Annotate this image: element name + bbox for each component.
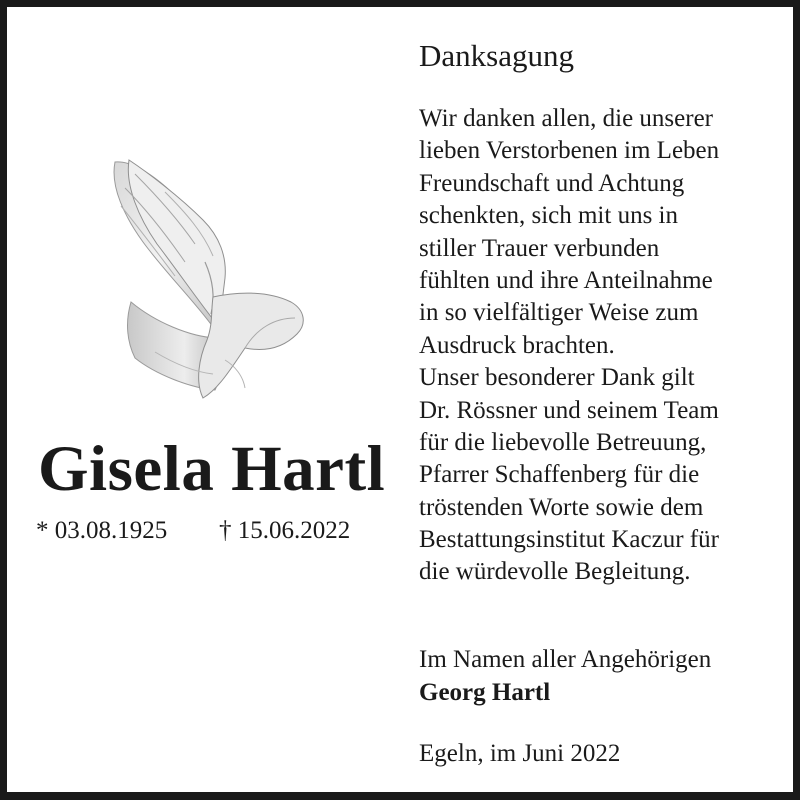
body-line: fühlten und ihre Anteilnahme	[419, 266, 713, 294]
birth-date: * 03.08.1925	[36, 517, 168, 544]
deceased-name: Gisela Hartl	[38, 433, 386, 505]
body-line: schenkten, sich mit uns in	[419, 202, 678, 230]
signer-name: Georg Hartl	[419, 679, 551, 706]
signoff	[419, 643, 711, 709]
body-line: tröstenden Worte sowie dem	[419, 493, 704, 521]
body-line: in so vielfältiger Weise zum	[419, 299, 699, 327]
body-line: Dr. Rössner und seinem Team	[419, 396, 719, 424]
body-line: Bestattungsinstitut Kaczur für	[419, 526, 719, 554]
body-line: Pfarrer Schaffenberg für die	[419, 461, 700, 489]
body-line: lieben Verstorbenen im Leben	[419, 137, 720, 165]
body-line: für die liebevolle Betreuung,	[419, 428, 707, 456]
praying-hands-icon	[95, 152, 310, 402]
thank-you-text	[419, 103, 791, 589]
body-line: Wir danken allen, die unserer	[419, 105, 714, 132]
body-line: Unser besonderer Dank gilt	[419, 364, 695, 392]
signoff-intro: Im Namen aller Angehörigen	[419, 646, 712, 673]
body-line: stiller Trauer verbunden	[419, 234, 660, 262]
body-line: die würdevolle Begleitung.	[419, 558, 691, 586]
obituary-notice	[7, 7, 793, 792]
death-date: † 15.06.2022	[219, 517, 351, 544]
place-date: Egeln, im Juni 2022	[419, 740, 621, 767]
body-line: Freundschaft und Achtung	[419, 169, 685, 197]
notice-heading: Danksagung	[419, 38, 574, 73]
body-line: Ausdruck brachten.	[419, 331, 615, 359]
